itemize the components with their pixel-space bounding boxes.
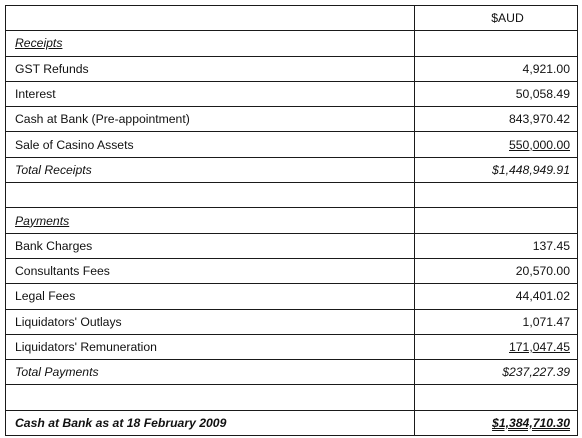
payment-label: Liquidators' Outlays bbox=[6, 309, 415, 334]
total-payments-label: Total Payments bbox=[6, 360, 415, 385]
receipt-label: Sale of Casino Assets bbox=[6, 132, 415, 157]
total-receipts-amount: $1,448,949.91 bbox=[415, 157, 578, 182]
blank-cell bbox=[415, 31, 578, 56]
closing-balance-label: Cash at Bank as at 18 February 2009 bbox=[6, 410, 415, 435]
spacer-row bbox=[6, 183, 578, 208]
blank-cell bbox=[415, 183, 578, 208]
receipt-label: Interest bbox=[6, 81, 415, 106]
receipt-label: GST Refunds bbox=[6, 56, 415, 81]
payment-label: Legal Fees bbox=[6, 284, 415, 309]
receipt-amount: 50,058.49 bbox=[415, 81, 578, 106]
spacer-row bbox=[6, 385, 578, 410]
receipt-amount: 550,000.00 bbox=[509, 137, 570, 152]
total-receipts-row bbox=[6, 157, 578, 182]
receipt-amount: 843,970.42 bbox=[415, 107, 578, 132]
payment-amount: 1,071.47 bbox=[415, 309, 578, 334]
table-row bbox=[6, 258, 578, 283]
blank-cell bbox=[6, 385, 415, 410]
payment-amount: 137.45 bbox=[415, 233, 578, 258]
header-row bbox=[6, 6, 578, 31]
receipts-payments-table-container bbox=[5, 5, 578, 436]
closing-balance-amount-cell bbox=[415, 410, 578, 435]
payment-label: Consultants Fees bbox=[6, 258, 415, 283]
payment-amount: 20,570.00 bbox=[415, 258, 578, 283]
currency-header: $AUD bbox=[415, 6, 578, 31]
closing-balance-amount: $1,384,710.30 bbox=[492, 415, 570, 430]
payment-amount: 44,401.02 bbox=[415, 284, 578, 309]
payment-label: Liquidators' Remuneration bbox=[6, 334, 415, 359]
total-receipts-label: Total Receipts bbox=[6, 157, 415, 182]
table-row bbox=[6, 107, 578, 132]
closing-balance-row bbox=[6, 410, 578, 435]
table-row bbox=[6, 284, 578, 309]
receipts-payments-table bbox=[5, 5, 578, 436]
payments-heading: Payments bbox=[15, 213, 70, 228]
table-row bbox=[6, 81, 578, 106]
receipts-heading-row bbox=[6, 31, 578, 56]
receipt-amount: 4,921.00 bbox=[415, 56, 578, 81]
payments-heading-cell bbox=[6, 208, 415, 233]
header-blank-cell bbox=[6, 6, 415, 31]
receipts-heading-cell bbox=[6, 31, 415, 56]
total-payments-row bbox=[6, 360, 578, 385]
blank-cell bbox=[6, 183, 415, 208]
blank-cell bbox=[415, 208, 578, 233]
payment-amount-cell bbox=[415, 334, 578, 359]
table-row bbox=[6, 132, 578, 157]
table-row bbox=[6, 309, 578, 334]
payments-heading-row bbox=[6, 208, 578, 233]
payment-amount: 171,047.45 bbox=[509, 340, 570, 354]
receipt-label: Cash at Bank (Pre-appointment) bbox=[6, 107, 415, 132]
payment-label: Bank Charges bbox=[6, 233, 415, 258]
receipts-heading: Receipts bbox=[15, 36, 63, 51]
blank-cell bbox=[415, 385, 578, 410]
total-payments-amount: $237,227.39 bbox=[415, 360, 578, 385]
table-row bbox=[6, 334, 578, 359]
table-row bbox=[6, 233, 578, 258]
receipt-amount-cell bbox=[415, 132, 578, 157]
table-row bbox=[6, 56, 578, 81]
